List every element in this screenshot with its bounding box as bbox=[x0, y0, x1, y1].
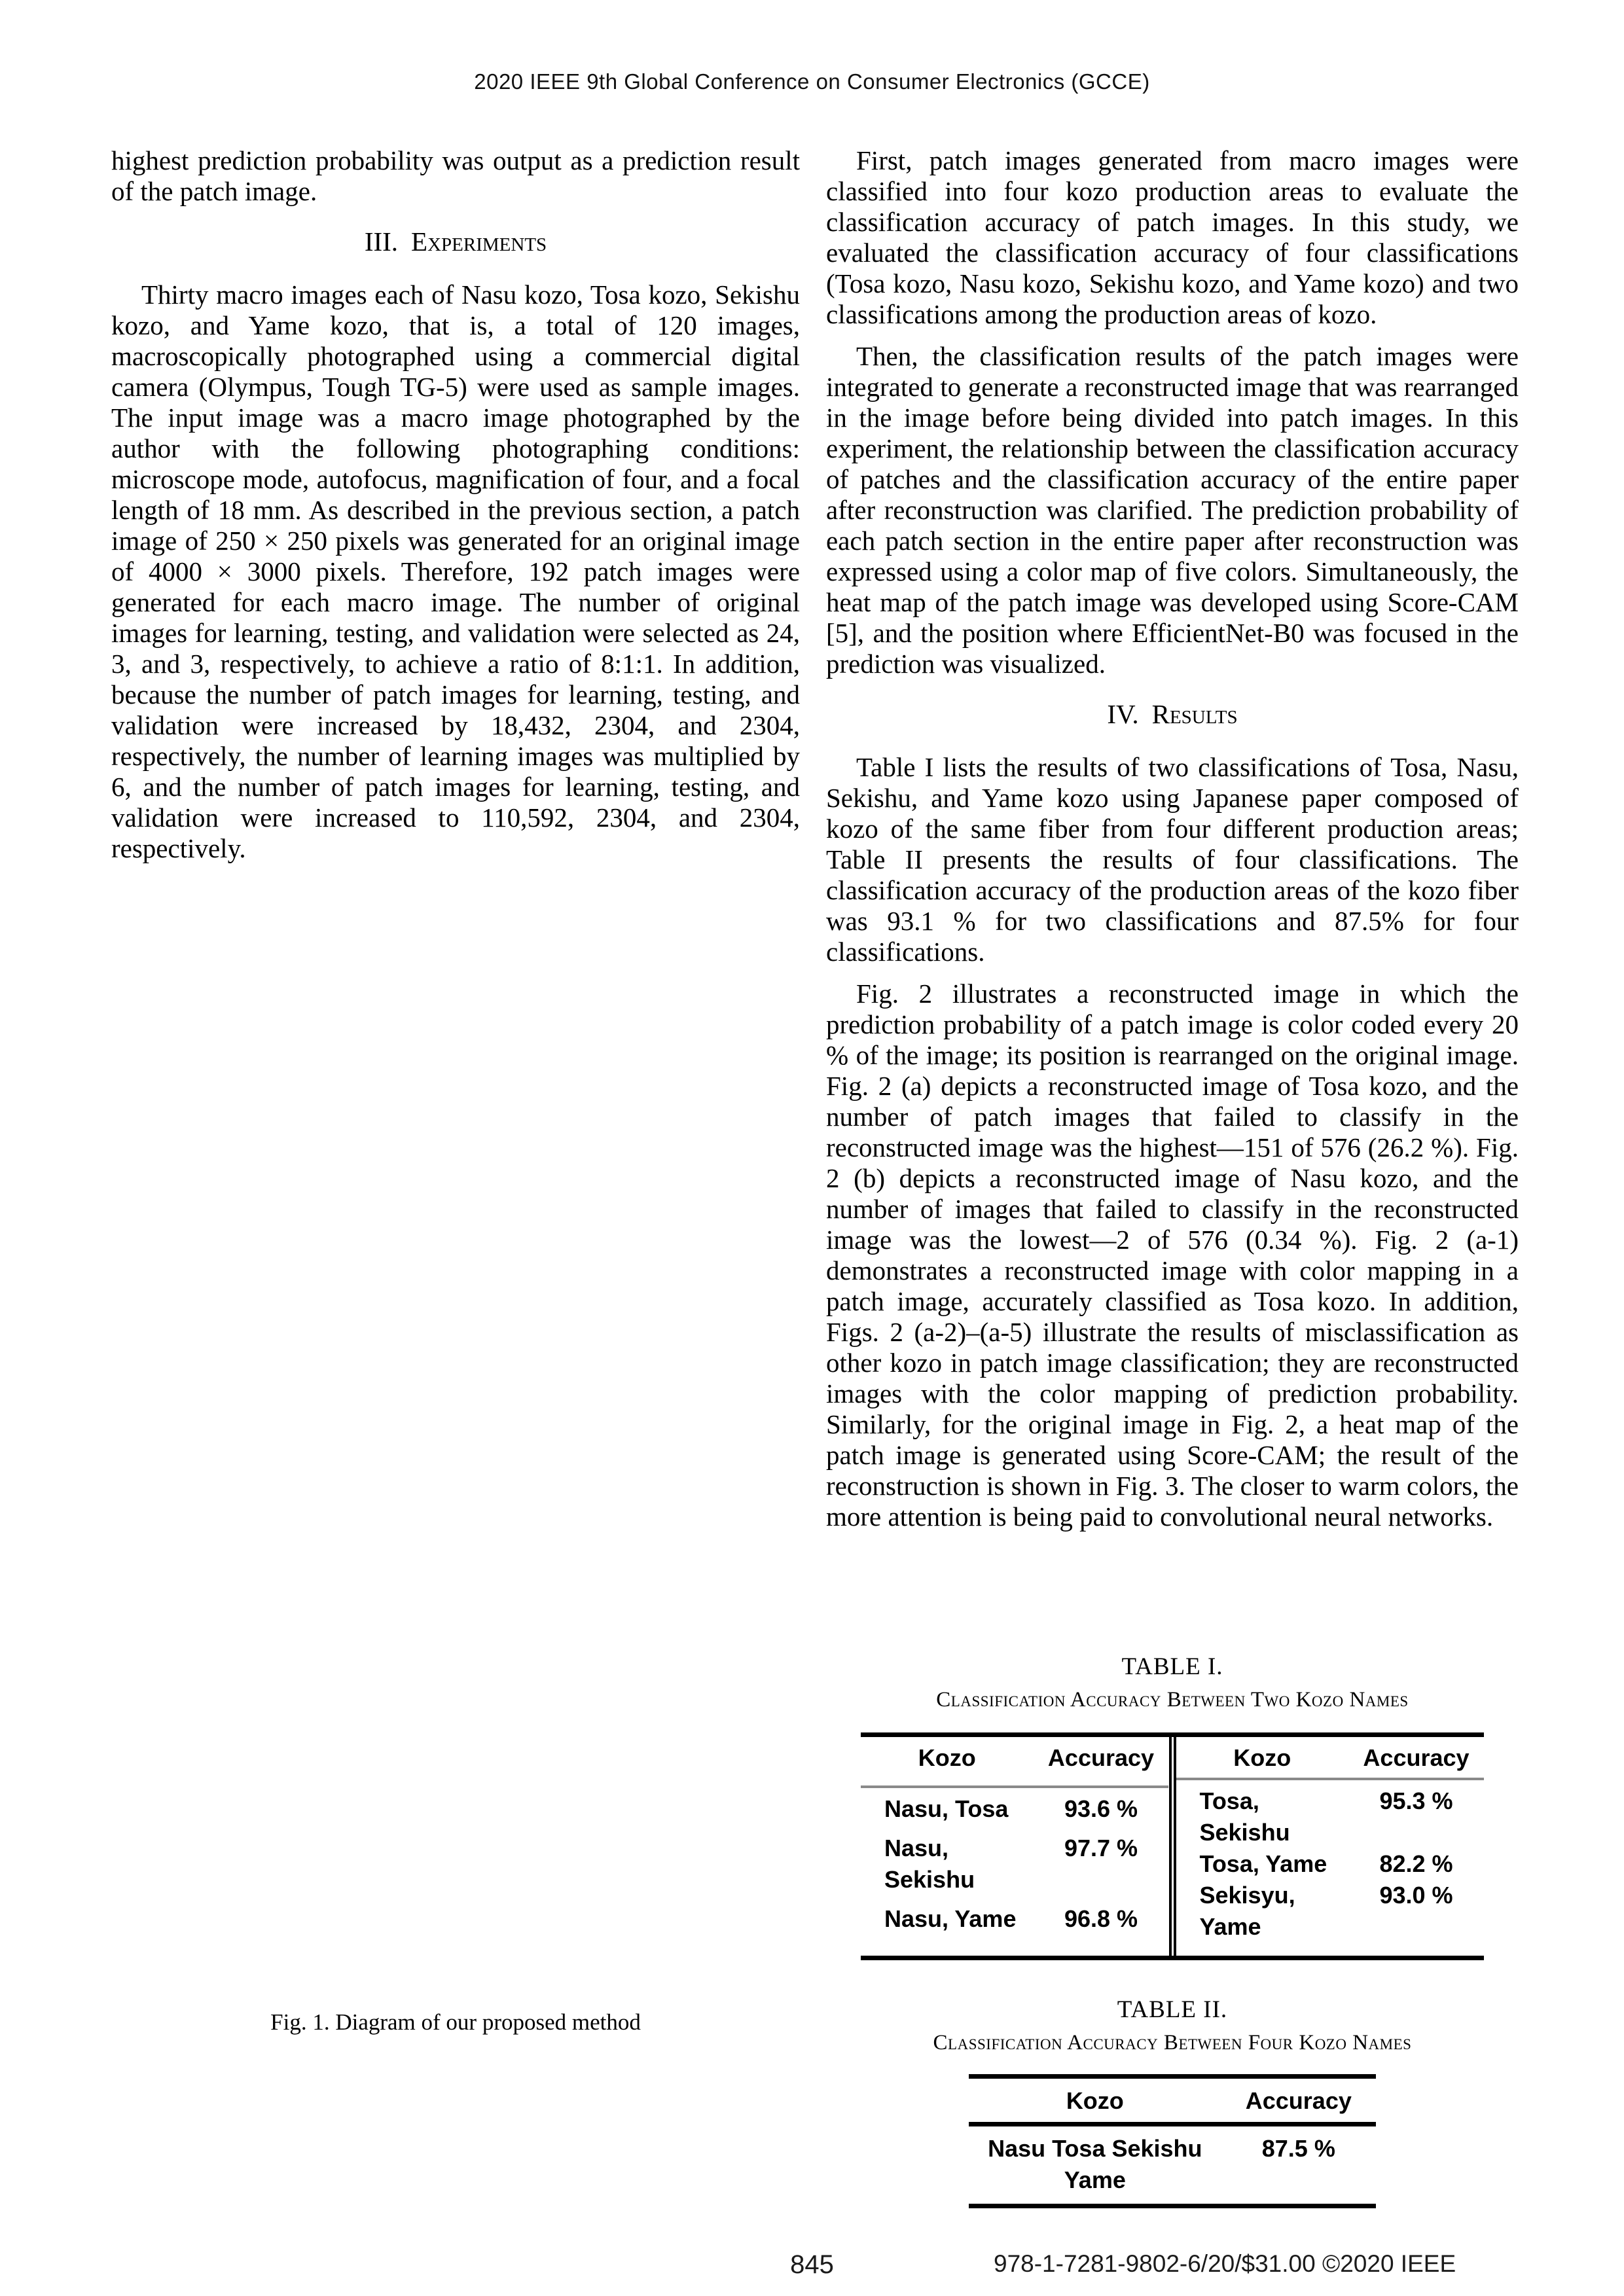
table-2-block bbox=[826, 1994, 1519, 2208]
table-cell: Tosa, Yame bbox=[1199, 1850, 1327, 1877]
paragraph-table-results: Table I lists the results of two classifications of Tosa, Nasu, Sekishu, and Yame kozo using Japanese paper composed of kozo of the same fiber from four different production areas; Table II presents the results of four classifications. The classification accuracy of the production areas of the kozo fiber was 93.1 % for two classifications and 87.5% for four classifications. bbox=[826, 752, 1519, 967]
column-header: Accuracy bbox=[1033, 1737, 1168, 1788]
section-heading-experiments bbox=[111, 226, 800, 257]
paragraph-experiments: Thirty macro images each of Nasu kozo, Tosa kozo, Sekishu kozo, and Yame kozo, that is, a total of 120 images, macroscopically photographed using a commercial digital camera (Olympus, Tough TG-5) were used as sample images. The input image was a macro image photographed by the author with the following photographing conditions: microscope mode, autofocus, magnification of four, and a focal length of 18 mm. As described in the previous section, a patch image of 250 × 250 pixels was generated for an original image of 4000 × 3000 pixels. Therefore, 192 patch images were generated for each macro image. The number of original images for learning, testing, and validation were selected as 24, 3, and 3, respectively, to achieve a ratio of 8:1:1. In addition, because the number of patch images for learning, testing, and validation were increased by 18,432, 2304, and 2304, respectively, the number of learning images was multiplied by 6, and the number of patch images for learning, testing, and validation were increased to 110,592, 2304, and 2304, respectively. bbox=[111, 279, 800, 863]
table-cell: 93.0 % bbox=[1379, 1882, 1453, 1909]
figure-1-caption: Fig. 1. Diagram of our proposed method bbox=[270, 2009, 641, 2035]
table-2-caption: Classification Accuracy Between Four Kozo Names bbox=[933, 2031, 1412, 2054]
table-cell: 97.7 % bbox=[1064, 1835, 1138, 1861]
table-2-label: TABLE II. bbox=[1117, 1996, 1228, 2023]
section-heading-results bbox=[826, 699, 1519, 730]
table-cell: 87.5 % bbox=[1261, 2135, 1335, 2162]
section-title: Experiments bbox=[411, 226, 547, 257]
conference-header: 2020 IEEE 9th Global Conference on Consumer Electronics (GCCE) bbox=[474, 69, 1150, 94]
paragraph-first: First, patch images generated from macro images were classified into four kozo production areas to evaluate the classification accuracy of patch images. In this study, we evaluated the classification accuracy of four classifications (Tosa kozo, Nasu kozo, Sekishu kozo, and Yame kozo) and two classifications among the production areas of kozo. bbox=[826, 145, 1519, 329]
page-number: 845 bbox=[790, 2250, 834, 2279]
table-cell: Tosa, Sekishu bbox=[1199, 1787, 1290, 1846]
paragraph-continuation: highest prediction probability was output as a prediction result of the patch image. bbox=[111, 145, 800, 206]
table-1 bbox=[861, 1732, 1484, 1960]
column-header: Accuracy bbox=[1221, 2079, 1376, 2126]
table-cell: Sekisyu, Yame bbox=[1199, 1882, 1295, 1940]
column-header: Kozo bbox=[1176, 1737, 1348, 1780]
table-cell: Nasu Tosa Sekishu Yame bbox=[988, 2135, 1202, 2193]
section-number: III. bbox=[364, 226, 399, 257]
right-column bbox=[826, 145, 1519, 2208]
copyright-notice: 978-1-7281-9802-6/20/$31.00 ©2020 IEEE bbox=[994, 2250, 1456, 2277]
table-cell: Nasu, Tosa bbox=[884, 1795, 1009, 1822]
section-title: Results bbox=[1151, 699, 1238, 729]
column-header: Kozo bbox=[861, 1737, 1033, 1788]
table-1-label: TABLE I. bbox=[1121, 1653, 1223, 1680]
table-1-block bbox=[826, 1651, 1519, 1960]
table-1-right-half bbox=[1169, 1737, 1485, 1956]
section-number: IV. bbox=[1107, 699, 1139, 729]
table-cell: 96.8 % bbox=[1064, 1905, 1138, 1932]
table-cell: 93.6 % bbox=[1064, 1795, 1138, 1822]
table-1-caption: Classification Accuracy Between Two Kozo Names bbox=[936, 1688, 1409, 1712]
column-header: Accuracy bbox=[1348, 1737, 1484, 1780]
table-2 bbox=[969, 2074, 1376, 2208]
column-header: Kozo bbox=[969, 2079, 1221, 2126]
paragraph-then: Then, the classification results of the patch images were integrated to generate a reconstructed image that was rearranged in the image before being divided into patch images. In this experiment, the relationship between the classification accuracy of patches and the classification accuracy of the entire paper after reconstruction was clarified. The prediction probability of each patch section in the entire paper after reconstruction was expressed using a color map of five colors. Simultaneously, the heat map of the patch image was developed using Score-CAM [5], and the position where EfficientNet-B0 was focused in the prediction was visualized. bbox=[826, 341, 1519, 679]
left-column bbox=[111, 145, 800, 875]
table-1-left-half bbox=[861, 1737, 1169, 1956]
table-cell: 95.3 % bbox=[1379, 1787, 1453, 1814]
table-cell: Nasu, Yame bbox=[884, 1905, 1017, 1932]
table-cell: 82.2 % bbox=[1379, 1850, 1453, 1877]
paragraph-fig2: Fig. 2 illustrates a reconstructed image in which the prediction probability of a patch image is color coded every 20 % of the image; its position is rearranged on the original image. Fig. 2 (a) depicts a reconstructed image of Tosa kozo, and the number of patch images that failed to classify in the reconstructed image was the highest—151 of 576 (26.2 %). Fig. 2 (b) depicts a reconstructed image of Nasu kozo, and the number of images that failed to classify in the reconstructed image was the lowest—2 of 576 (0.34 %). Fig. 2 (a-1) demonstrates a reconstructed image with color mapping in a patch image, accurately classified as Tosa kozo. In addition, Figs. 2 (a-2)–(a-5) illustrate the results of misclassification as other kozo in patch image classification; they are reconstructed images with the color mapping of prediction probability. Similarly, for the original image in Fig. 2, a heat map of the patch image is generated using Score-CAM; the result of the reconstruction is shown in Fig. 3. The closer to warm colors, the more attention is being paid to convolutional neural networks. bbox=[826, 978, 1519, 1532]
table-cell: Nasu, Sekishu bbox=[884, 1835, 975, 1893]
